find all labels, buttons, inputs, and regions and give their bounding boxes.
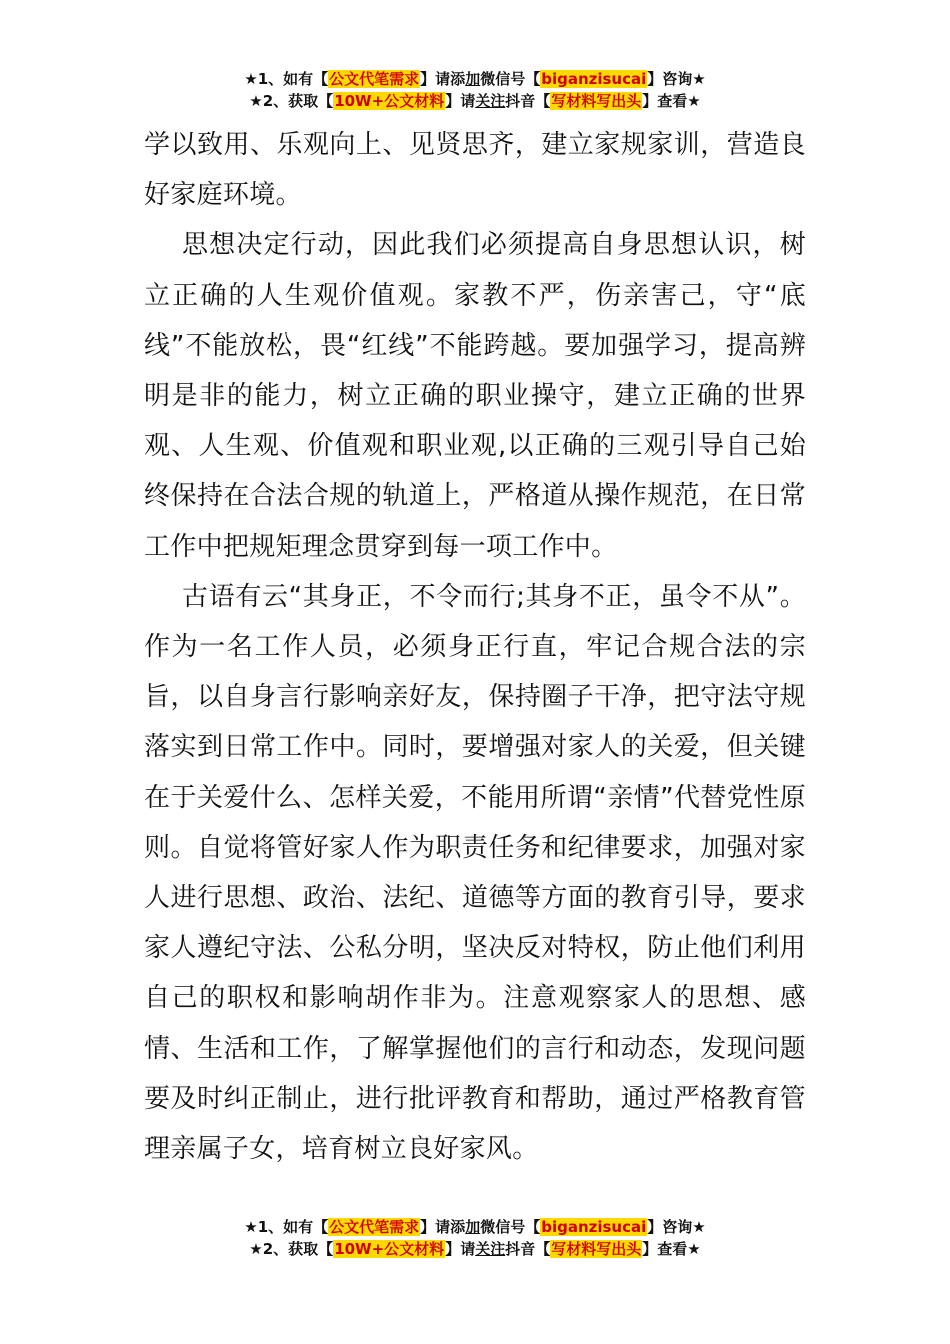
banner-highlight: 10W+公文材料 (334, 1240, 445, 1258)
banner-highlight: 10W+公文材料 (334, 92, 445, 110)
header-banner (0, 68, 950, 112)
paragraph: 思想决定行动，因此我们必须提高自身思想认识，树立正确的人生观价值观。家教不严，伤亲害己，守“底线”不能放松，畏“红线”不能跨越。要加强学习，提高辨明是非的能力，树立正确的职业操守，建立正确的世界观、人生观、价值观和职业观,以正确的三观引导自己始终保持在合法合规的轨道上，严格道从操作规范，在日常工作中把规矩理念贯穿到每一项工作中。 (144, 230, 806, 562)
banner-underline: 加 (465, 70, 481, 88)
banner-text: 】请 (445, 1240, 476, 1258)
banner-text: 】请 (445, 92, 476, 110)
banner-text: ★2、获取【 (249, 92, 334, 110)
paragraph: 古语有云“其身正，不令而行;其身不正，虽令不从”。作为一名工作人员，必须身正行直，牢记合规合法的宗旨，以自身言行影响亲好友，保持圈子干净，把守法守规落实到日常工作中。同时，要增强对家人的关爱，但关键在于关爱什么、怎样关爱，不能用所谓“亲情”代替党性原则。自觉将管好家人作为职责任务和纪律要求，加强对家人进行思想、政治、法纪、道德等方面的教育引导，要求家人遵纪守法、公私分明，坚决反对特权，防止他们利用自己的职权和影响胡作非为。注意观察家人的思想、感情、生活和工作，了解掌握他们的言行和动态，发现问题要及时纠正制止，进行批评教育和帮助，通过严格教育管理亲属子女，培育树立良好家风。 (144, 581, 806, 1165)
banner-line-1 (0, 68, 950, 90)
banner-text: 抖音【 (505, 92, 551, 110)
banner-text: 】咨询★ (647, 1218, 706, 1236)
paragraph-continuation: 学以致用、乐观向上、见贤思齐，建立家规家训，营造良好家庭环境。 (144, 130, 806, 211)
banner-text: 微信号【 (480, 1218, 541, 1236)
banner-text: 】查看★ (642, 1240, 701, 1258)
banner-underline: 加 (465, 1218, 481, 1236)
footer-banner (0, 1216, 950, 1260)
banner-text: ★1、如有【 (244, 70, 329, 88)
banner-underline: 关注 (475, 92, 506, 110)
banner-text: 微信号【 (480, 70, 541, 88)
banner-line-2 (0, 1238, 950, 1260)
banner-highlight: 公文代笔需求 (329, 1218, 420, 1236)
document-body (144, 120, 806, 1174)
banner-highlight: 写材料写出头 (551, 92, 642, 110)
banner-text: 】请添 (420, 1218, 466, 1236)
banner-underline: 关注 (475, 1240, 506, 1258)
banner-highlight: 公文代笔需求 (329, 70, 420, 88)
banner-line-1 (0, 1216, 950, 1238)
banner-text: ★1、如有【 (244, 1218, 329, 1236)
banner-highlight: 写材料写出头 (551, 1240, 642, 1258)
banner-line-2 (0, 90, 950, 112)
banner-highlight: biganzisucai (541, 70, 647, 88)
banner-text: 】咨询★ (647, 70, 706, 88)
banner-text: ★2、获取【 (249, 1240, 334, 1258)
banner-highlight: biganzisucai (541, 1218, 647, 1236)
banner-text: 抖音【 (505, 1240, 551, 1258)
banner-text: 】请添 (420, 70, 466, 88)
banner-text: 】查看★ (642, 92, 701, 110)
